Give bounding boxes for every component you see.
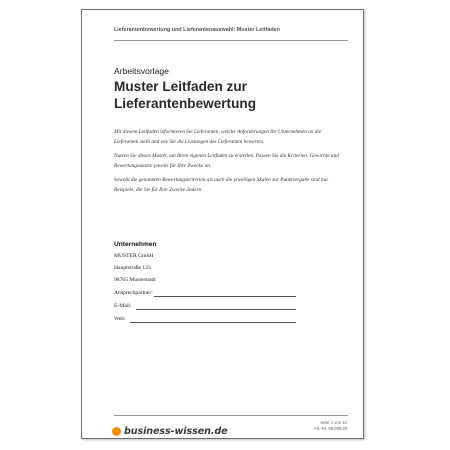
document-page <box>81 9 364 439</box>
brand-dot-icon <box>112 427 121 436</box>
web-label: Web: <box>114 316 126 322</box>
footer-divider <box>114 415 348 416</box>
contact-fill-line <box>154 296 296 297</box>
company-street: Hauptstraße 123 <box>114 265 151 271</box>
company-name: MUSTER GmbH <box>114 253 154 259</box>
email-fill-line <box>136 309 296 310</box>
web-field[interactable] <box>114 316 296 324</box>
intro-paragraph-2: Nutzen Sie dieses Muster, um Ihren eigenen Leitfaden zu erstellen. Passen Sie die Kriterien, Gewichte und Bewertungsskalen jeweils für Ihre Zwecke an. <box>114 153 339 169</box>
company-block <box>114 241 157 288</box>
header-divider <box>114 40 348 41</box>
email-field[interactable] <box>114 303 296 311</box>
intro-paragraph-3: Sowohl die genannten Bewertungskriterien als auch die jeweiligen Skalen zur Punktvergabe sind nur Beispiele, die Sie für Ihre Zwecke ändern. <box>114 177 329 193</box>
document-title <box>114 79 344 112</box>
email-label: E-Mail: <box>114 303 132 309</box>
document-title-line-1: Muster Leitfaden zur <box>114 79 247 94</box>
contact-label: Ansprechpartner: <box>114 290 153 296</box>
intro-text <box>114 128 342 201</box>
article-number: Art.-Nr. 98.089.28 <box>313 426 347 432</box>
brand-logo[interactable] <box>112 422 228 436</box>
company-city: 98765 Musterstadt <box>114 277 156 283</box>
document-type: Arbeitsvorlage <box>114 66 169 76</box>
company-heading: Unternehmen <box>114 241 157 248</box>
intro-paragraph-1: Mit diesem Leitfaden informieren Sie Lieferanten, welche Anforderungen Ihr Unternehmen an die Lieferanten stellt und wie Sie die Leistungen des Lieferanten bewerten. <box>114 129 322 145</box>
web-fill-line <box>130 322 296 323</box>
page-meta <box>314 420 347 432</box>
running-header: Lieferantenbewertung und Lieferantenauswahl: Muster Leitfaden <box>114 27 280 33</box>
page-number: Seite 1 von 12 <box>320 420 347 425</box>
brand-name: business-wissen.de <box>124 425 228 437</box>
document-title-line-2: Lieferantenbewertung <box>114 95 256 111</box>
contact-field[interactable] <box>114 290 296 298</box>
